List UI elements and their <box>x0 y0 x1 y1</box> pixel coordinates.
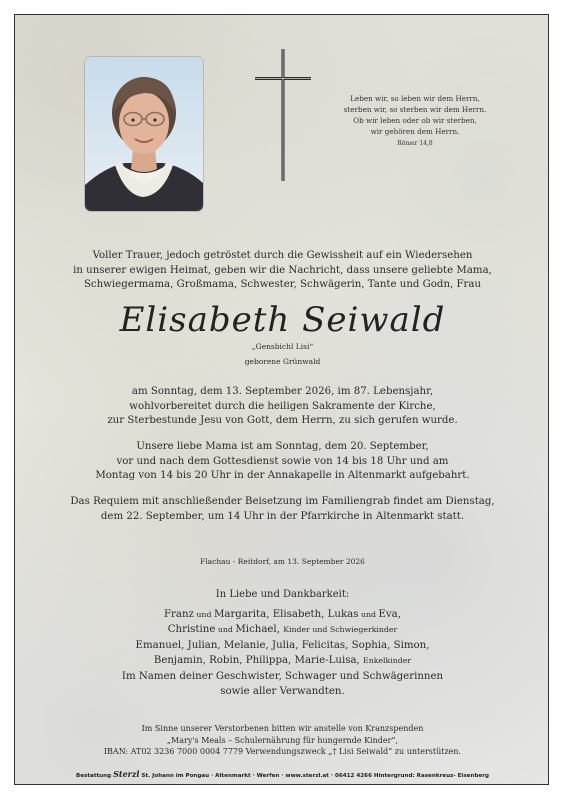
mourners-line <box>45 653 520 668</box>
death-notice-card <box>14 14 549 785</box>
separator: , <box>321 609 328 620</box>
mourners-list <box>45 607 520 699</box>
verse-line: wir gehören dem Herrn. <box>370 127 460 136</box>
mourners-line <box>45 607 520 622</box>
latin-cross-icon <box>255 49 311 181</box>
death-notice-paragraph <box>45 385 520 429</box>
death-notice-line: am Sonntag, dem 13. September 2026, im 87. Lebensjahr, <box>131 386 434 397</box>
footer-details: St. Johann im Pongau · Altenmarkt · Werfen · www.sterzl.at · 06412 4266 Hintergrund: Rasenkreuz- Eisenberg <box>141 773 490 779</box>
portrait-photo <box>85 57 203 211</box>
intro-line: Voller Trauer, jedoch getröstet durch die Gewissheit auf ein Wiedersehen <box>92 250 473 261</box>
mourners-line: sowie aller Verwandten. <box>220 686 345 698</box>
requiem-line: dem 22. September, um 14 Uhr in der Pfarrkirche in Altenmarkt statt. <box>100 510 465 522</box>
death-notice-line: zur Sterbestunde Jesu von Gott, dem Herrn, zu sich gerufen wurde. <box>107 415 458 426</box>
donation-request <box>45 723 520 758</box>
viewing-line: vor und nach dem Gottesdienst sowie von 14 bis 18 Uhr und am <box>116 455 449 467</box>
grandchildren-names: Benjamin, Robin, Philippa, Marie-Luisa, <box>153 655 363 667</box>
verse-line: sterben wir, so sterben wir dem Herrn. <box>343 105 487 114</box>
donation-line: IBAN: AT02 3236 7000 0004 7779 Verwendungszweck „† Lisi Seiwald“ zu unterstützen. <box>103 747 462 756</box>
donation-line: „Mary's Meals – Schulernährung für hungernde Kinder“, <box>166 735 399 745</box>
donation-line: Im Sinne unserer Verstorbenen bitten wir anstelle von Kranzspenden <box>141 724 424 733</box>
viewing-paragraph <box>45 440 520 484</box>
nickname: „Gensbichl Lisi“ <box>251 342 314 351</box>
intro-line: in unserer ewigen Heimat, geben wir die Nachricht, dass unsere geliebte Mama, <box>73 264 492 276</box>
viewing-line: Unsere liebe Mama ist am Sonntag, dem 20. September, <box>136 441 429 452</box>
mourner-name: Christine <box>167 624 216 636</box>
thanks-heading: In Liebe und Dankbarkeit: <box>215 589 350 600</box>
mourners-line <box>45 622 520 637</box>
mourner-name: Franz <box>163 609 194 620</box>
place-and-date: Flachau - Reitdorf, am 13. September 2026 <box>200 557 365 566</box>
intro-line: Schwiegermama, Großmama, Schwester, Schwägerin, Tante und Godn, Frau <box>83 279 482 290</box>
mourner-name: Michael <box>235 624 277 636</box>
verse-line: Ob wir leben oder ob wir sterben, <box>353 116 477 125</box>
separator: , <box>266 609 273 620</box>
deceased-name: Elisabeth Seiwald <box>119 300 446 340</box>
death-notice-line: wohlvorbereitet durch die heiligen Sakramente der Kirche, <box>129 400 436 412</box>
mourner-name: Lukas <box>327 609 359 620</box>
bible-verse <box>333 93 497 149</box>
mourners-line: Emanuel, Julian, Melanie, Julia, Felicitas, Sophia, Simon, <box>135 639 430 651</box>
separator: , <box>276 624 284 636</box>
mourners-line: Im Namen deiner Geschwister, Schwager und Schwägerinnen <box>121 670 444 682</box>
mourner-name: Elisabeth <box>272 609 322 620</box>
verse-reference: Römer 14,8 <box>397 140 433 147</box>
intro-text <box>45 249 520 293</box>
maiden-name: geborene Grünwald <box>244 357 321 366</box>
requiem-paragraph <box>45 495 520 524</box>
mourner-name: Eva <box>378 609 398 620</box>
relation-label: Enkelkinder <box>363 656 412 666</box>
conjunction: und <box>193 610 214 619</box>
mourner-name: Margarita <box>213 609 267 620</box>
conjunction: und <box>358 610 379 619</box>
verse-line: Leben wir, so leben wir dem Herrn, <box>350 94 480 103</box>
portrait-illustration <box>85 57 203 211</box>
requiem-line: Das Requiem mit anschließender Beisetzung im Familiengrab findet am Dienstag, <box>70 496 495 507</box>
conjunction: und <box>215 625 236 635</box>
funeral-home-footer <box>25 769 540 779</box>
viewing-line: Montag von 14 bis 20 Uhr in der Annakapelle in Altenmarkt aufgebahrt. <box>95 470 470 481</box>
footer-prefix: Bestattung <box>75 773 112 779</box>
separator: , <box>397 609 401 620</box>
relation-label: Kinder und Schwiegerkinder <box>283 625 398 635</box>
funeral-home-logo: Sterzl <box>113 769 140 779</box>
